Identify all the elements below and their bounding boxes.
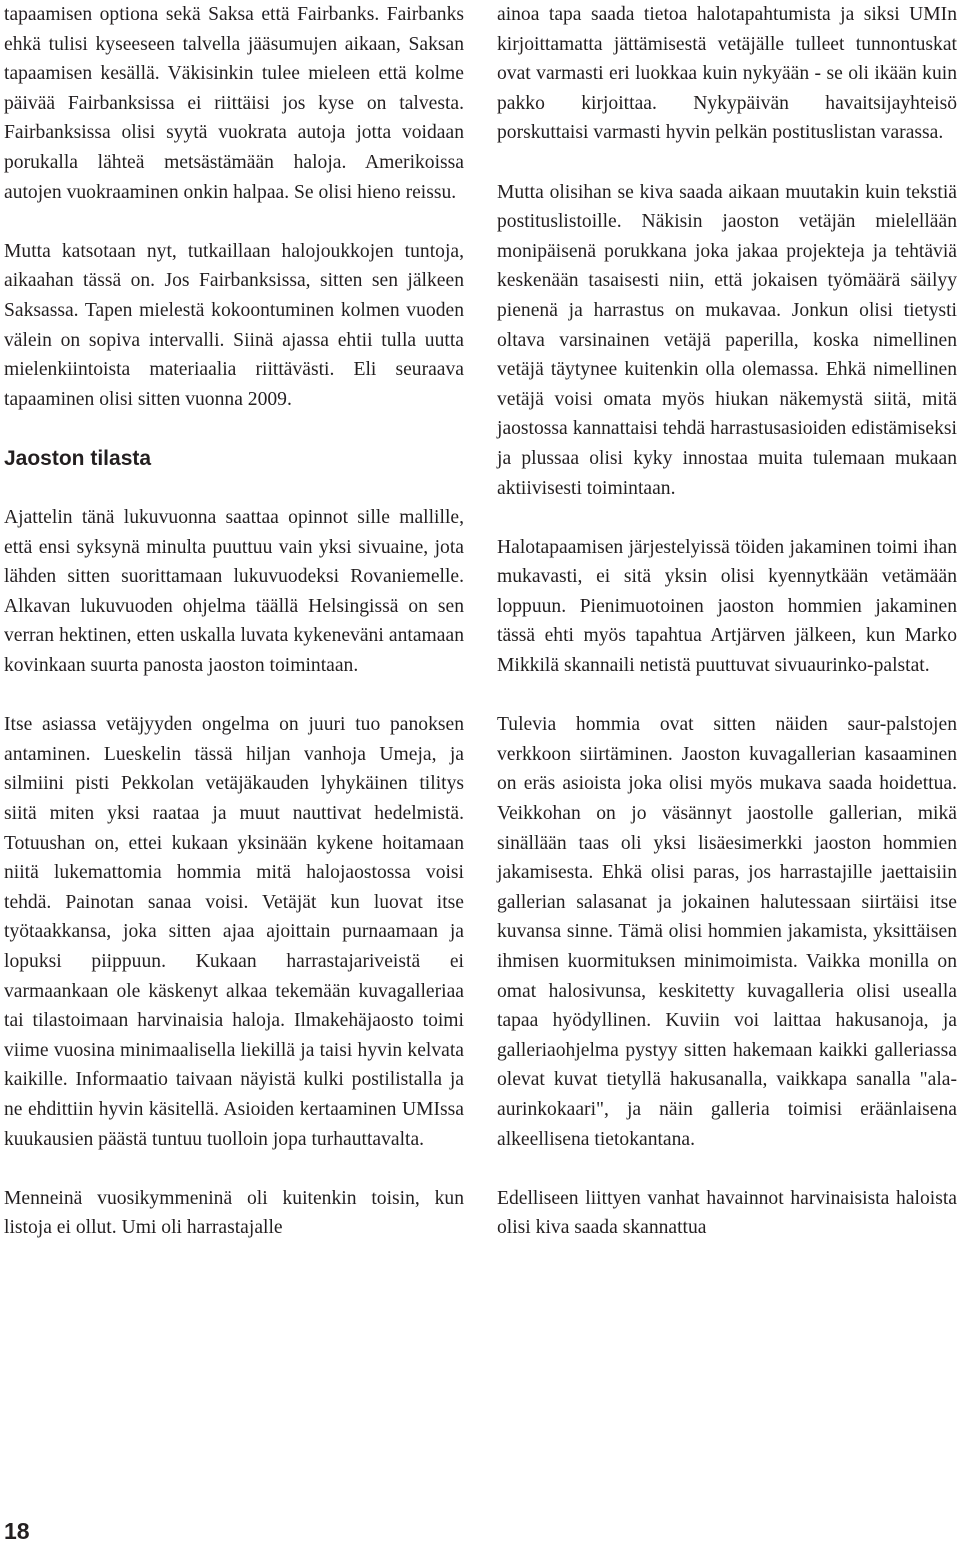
paragraph: Ajattelin tänä lukuvuonna saattaa opinnot sille mallille, että ensi syksynä minulta puuttuu vain yksi sivuaine, jota lähden sitten suorittamaan lukuvuodeksi Rovaniemelle. Alkavan lukuvuoden ohjelma täällä Helsingissä on sen verran hektinen, etten uskalla luvata kykeneväni antamaan kovinkaan suurta panosta jaoston toimintaan. — [4, 507, 464, 677]
paragraph: Halotapaamisen järjestelyissä töiden jakaminen toimi ihan mukavasti, ei sitä yksin olisi kyennytkään vetämään loppuun. Pienimuotoinen jaoston hommien jakaminen tässä ehti myös tapahtua Artjärven jälkeen, kun Marko Mikkilä skannaili netistä puuttuvat sivuaurinko-palstat. — [497, 536, 957, 677]
paragraph: ainoa tapa saada tietoa halotapahtumista ja siksi UMIn kirjoittamatta jättämisestä vetäjälle tulleet tunnontuskat ovat varmasti eri luokkaa kuin nykyään - se oli ikään kuin pakko kirjoittaa. Nykypäivän havaitsijayhteisö porskuttaisi varmasti hyvin pelkän postituslistan varassa. — [497, 4, 957, 144]
right-column — [497, 0, 957, 1243]
paragraph: Edelliseen liittyen vanhat havainnot harvinaisista haloista olisi kiva saada skannattua — [497, 1187, 957, 1239]
paragraph: tapaamisen optiona sekä Saksa että Fairbanks. Fairbanks ehkä tulisi kyseeseen talvella jääsumujen aikaan, Saksan tapaamisen kesällä. Väkisinkin tulee mieleen että kolme päivää Fairbanksissa ei riittäisi jos kyse on talvesta. Fairbanksissa olisi syytä vuokrata autoja jotta voidaan porukalla lähteä metsästämään haloja. Amerikoissa autojen vuokraaminen onkin halpaa. Se olisi hieno reissu. — [4, 4, 464, 203]
paragraph: Tulevia hommia ovat sitten näiden saur-palstojen verkkoon siirtäminen. Jaoston kuvagallerian kasaaminen on eräs asioista joka olisi myös mukava saada hoidettua. Veikkohan on jo väsännyt jaostolle gallerian, mikä sinällään taas oli yksi lisäesimerkki jaoston hommien jakamisesta. Ehkä olisi paras, jos harrastajille jaettaisiin gallerian salasanat ja jokainen halutessaan siirtäisi itse kuvansa sinne. Tämä olisi hommien jakamista, yksittäisen ihmisen kuormituksen minimoimista. Vaikka monilla on omat halosivunsa, keskitetty kuvagalleria olisi usealla tapaa hyödyllinen. Kuviin voi laittaa hakusanoja, ja galleriaohjelma pystyy sitten hakemaan kaikki galleriassa olevat kuvat tietyllä hakusanalla, vaikkapa sanalla "ala-aurinkokaari", ja näin galleria toimisi eräänlaisena alkeellisena tietokantana. — [497, 714, 957, 1150]
paragraph: Mutta katsotaan nyt, tutkaillaan halojoukkojen tuntoja, aikaahan tässä on. Jos Fairbanksissa, sitten sen jälkeen Saksassa. Tapen mielestä kokoontuminen kolmen vuoden välein on sopiva intervalli. Siinä ajassa ehtii tulla uutta mielenkiintoista materiaalia riittävästi. Eli seuraava tapaaminen olisi sitten vuonna 2009. — [4, 240, 464, 410]
section-heading: Jaoston tilasta — [4, 446, 152, 470]
paragraph: Mutta olisihan se kiva saada aikaan muutakin kuin tekstiä postituslistoille. Näkisin jaoston vetäjän mielellään monipäisenä porukkana joka jakaa projekteja ja tehtäviä keskenään tasaisesti niin, että jokaisen työmäärä säilyy pienenä ja harrastus on mukavaa. Jonkun olisi tietysti oltava varsinainen vetäjä paperilla, koska nimellinen vetäjä täytynee kuitenkin olla olemassa. Ehkä nimellinen vetäjä voisi omata myös hiukan näkemystä siitä, mitä jaostossa kannattaisi tehdä harrastusasioiden edistämiseksi ja plussaa olisi kyky innostaa muita tulemaan mukaan aktiivisesti toimintaan. — [497, 181, 957, 499]
left-column — [4, 0, 464, 1243]
paragraph: Itse asiassa vetäjyyden ongelma on juuri tuo panoksen antaminen. Lueskelin tässä hiljan vanhoja Umeja, ja silmiini pisti Pekkolan vetäjäkauden lyhykäinen tilitys siitä miten yksi raataa ja muut nauttivat hedelmistä. Totuushan on, ettei kukaan yksinään kykene hoitamaan niitä lukemattomia hommia mitä halojaostossa voisi tehdä. Painotan sanaa voisi. Vetäjät kun luovat itse työtaakkansa, joka sitten ajaa ajoittain purnaamaan ja lopuksi piippuun. Kukaan harrastajariveistä ei varmaankaan ole käskenyt alkaa tekemään kuvagalleriaa tai tilastoimaan harvinaisia haloja. Ilmakehäjaosto toimi viime vuosina minimaalisella liekillä ja taisi hyvin kelvata kaikille. Informaatio taivaan näyistä kulki postilistalla ja ne ehdittiin hyvin käsitellä. Asioiden kertaaminen UMIssa kuukausien päästä tuntuu tuolloin jopa turhauttavalta. — [4, 714, 464, 1150]
page-number: 18 — [4, 1518, 30, 1544]
paragraph: Menneinä vuosikymmeninä oli kuitenkin toisin, kun listoja ei ollut. Umi oli harrastajalle — [4, 1187, 464, 1239]
